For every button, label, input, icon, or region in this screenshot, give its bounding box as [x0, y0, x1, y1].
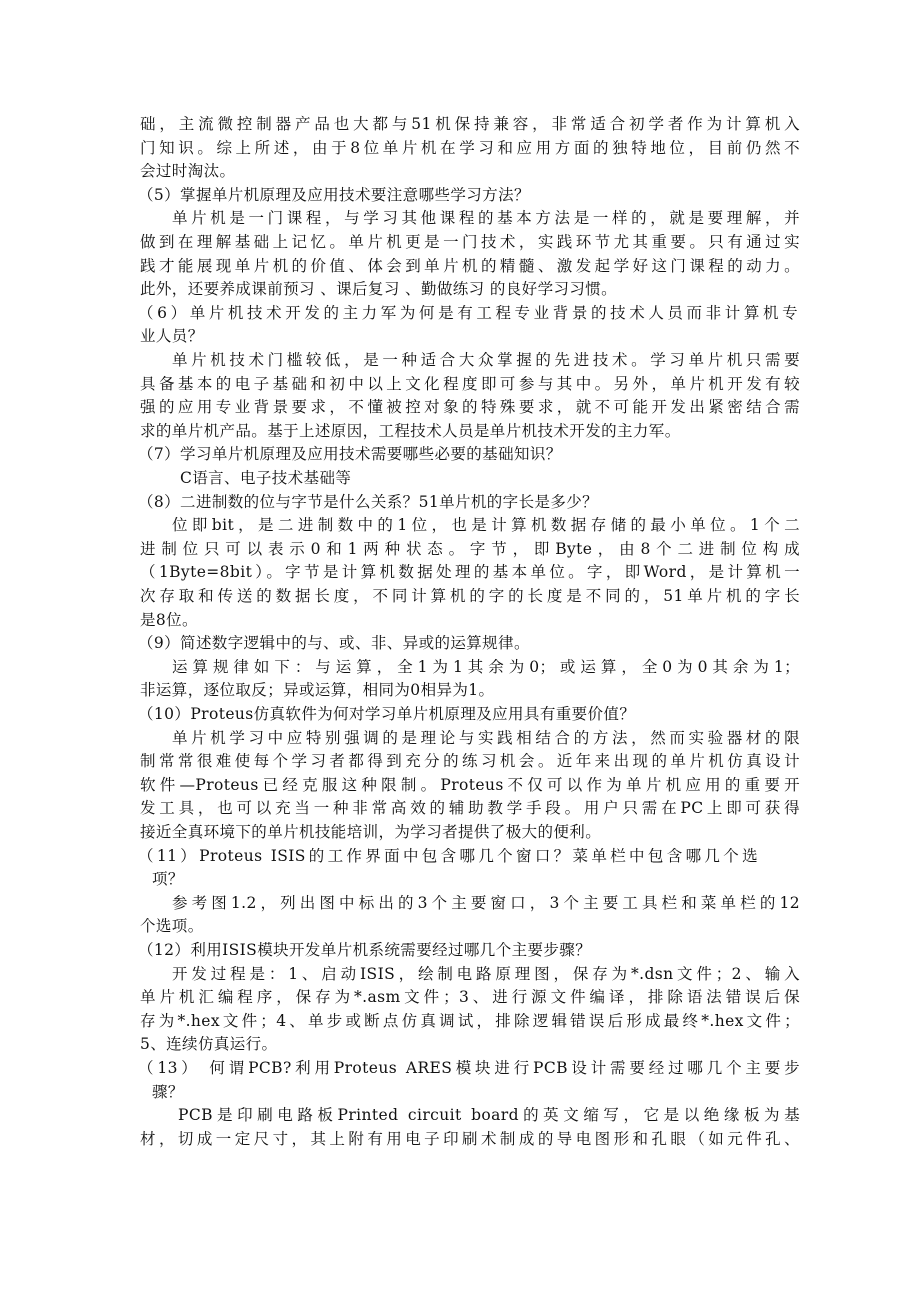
question-heading: （7）学习单片机原理及应用技术需要哪些必要的基础知识？	[138, 445, 562, 464]
question-heading: 项？	[152, 870, 184, 889]
text-line: 门知识。综上所述，由于8位单片机在学习和应用方面的独特地位，目前仍然不	[140, 138, 800, 157]
text-line: 会过时淘汰。	[140, 162, 236, 181]
text-line: 5、连续仿真运行。	[140, 1035, 278, 1054]
text-line: 做到在理解基础上记忆。单片机更是一门技术，实践环节尤其重要。只有通过实	[140, 233, 800, 251]
text-line: 运算规律如下：与运算，全1为1其余为0；或运算，全0为0其余为1；	[172, 657, 800, 676]
text-line: PCB是印刷电路板Printed circuit board的英文缩写，它是以绝缘板为基	[178, 1106, 800, 1125]
question-heading: 业人员？	[140, 327, 204, 346]
text-line: （1Byte=8bit）。字节是计算机数据处理的基本单位。字，即Word，是计算机一	[140, 563, 800, 582]
question-heading: （6）单片机技术开发的主力军为何是有工程专业背景的技术人员而非计算机专	[138, 303, 798, 322]
question-heading: （8）二进制数的位与字节是什么关系？51单片机的字长是多少？	[138, 492, 599, 511]
text-line: 个选项。	[140, 917, 204, 936]
question-heading: （13） 何谓PCB?利用Proteus ARES模块进行PCB设计需要经过哪几个主要步	[138, 1059, 800, 1077]
text-line: 础，主流微控制器产品也大都与51机保持兼容，非常适合初学者作为计算机入	[140, 115, 800, 133]
text-line: 制常常很难使每个学习者都得到充分的练习机会。近年来出现的单片机仿真设计	[140, 752, 800, 771]
text-line: 存为*.hex文件；4、单步或断点仿真调试，排除逻辑错误后形成最终*.hex文件；	[140, 1011, 800, 1030]
text-line: 此外，还要养成课前预习 、课后复习 、勤做练习 的良好学习习惯。	[140, 280, 618, 299]
text-line: 践才能展现单片机的价值、体会到单片机的精髓、激发起学好这门课程的动力。	[140, 256, 800, 275]
text-line: 单片机是一门课程，与学习其他课程的基本方法是一样的，就是要理解，并	[172, 209, 800, 228]
text-line: C语言、电子技术基础等	[180, 469, 352, 487]
question-heading: （10）Proteus仿真软件为何对学习单片机原理及应用具有重要价值？	[138, 705, 636, 723]
text-line: 是8位。	[140, 610, 198, 629]
text-line: 开发过程是：1、启动ISIS，绘制电路原理图，保存为*.dsn文件；2、输入	[172, 964, 800, 983]
question-heading: 骤？	[152, 1082, 184, 1101]
question-heading: （5）掌握单片机原理及应用技术要注意哪些学习方法？	[138, 185, 530, 204]
question-heading: （11）Proteus ISIS的工作界面中包含哪几个窗口？菜单栏中包含哪几个选	[138, 846, 758, 865]
question-heading: （12）利用ISIS模块开发单片机系统需要经过哪几个主要步骤？	[138, 941, 592, 959]
text-line: 强的应用专业背景要求，不懂被控对象的特殊要求，就不可能开发出紧密结合需	[140, 398, 800, 417]
text-line: 单片机技术门槛较低，是一种适合大众掌握的先进技术。学习单片机只需要	[172, 351, 800, 369]
text-line: 参考图1.2，列出图中标出的3个主要窗口，3个主要工具栏和菜单栏的12	[172, 893, 800, 912]
text-line: 次存取和传送的数据长度，不同计算机的字的长度是不同的，51单片机的字长	[140, 587, 800, 605]
text-line: 单片机学习中应特别强调的是理论与实践相结合的方法，然而实验器材的限	[172, 728, 800, 747]
text-line: 进制位只可以表示0和1两种状态。字节，即Byte，由8个二进制位构成	[140, 539, 800, 558]
text-line: 材，切成一定尺寸，其上附有用电子印刷术制成的导电图形和孔眼（如元件孔、	[140, 1129, 800, 1148]
text-line: 具备基本的电子基础和初中以上文化程度即可参与其中。另外，单片机开发有较	[140, 374, 800, 393]
text-line: 软件—Proteus已经克服这种限制。Proteus不仅可以作为单片机应用的重要开	[140, 775, 800, 794]
text-line: 接近全真环境下的单片机技能培训，为学习者提供了极大的便利。	[140, 823, 602, 841]
text-line: 求的单片机产品。基于上述原因，工程技术人员是单片机技术开发的主力军。	[140, 421, 681, 440]
text-line: 单片机汇编程序，保存为*.asm文件；3、进行源文件编译，排除语法错误后保	[140, 988, 800, 1007]
text-line: 发工具，也可以充当一种非常高效的辅助教学手段。用户只需在PC上即可获得	[140, 799, 800, 818]
question-heading: （9）简述数字逻辑中的与、或、非、异或的运算规律。	[138, 634, 530, 653]
text-line: 位即bit，是二进制数中的1位，也是计算机数据存储的最小单位。1个二	[172, 516, 800, 535]
text-line: 非运算，逐位取反；异或运算，相同为0相异为1。	[140, 681, 495, 700]
